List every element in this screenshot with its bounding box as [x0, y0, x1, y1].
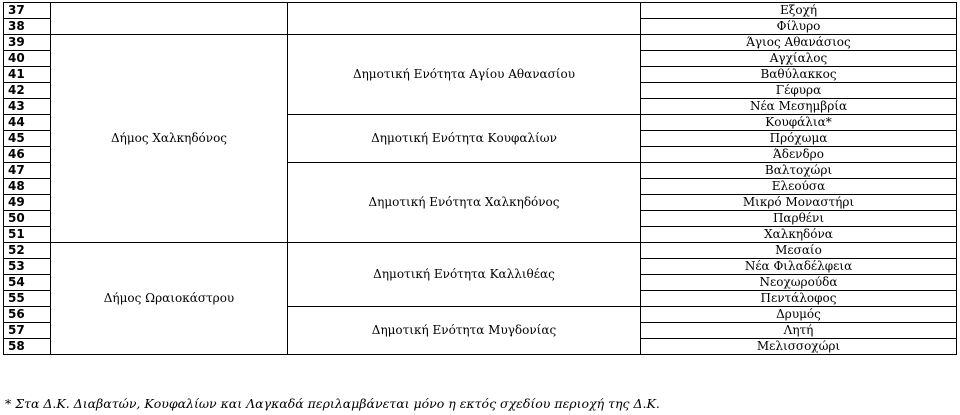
- row-number: 41: [4, 67, 51, 83]
- community-cell: Γέφυρα: [641, 83, 957, 99]
- row-number: 42: [4, 83, 51, 99]
- unit-cell-empty: [288, 3, 641, 35]
- community-cell: Χαλκηδόνα: [641, 227, 957, 243]
- row-number: 45: [4, 131, 51, 147]
- community-cell: Πρόχωμα: [641, 131, 957, 147]
- municipality-cell-empty: [51, 3, 288, 35]
- row-number: 48: [4, 179, 51, 195]
- footnote: * Στα Δ.Κ. Διαβατών, Κουφαλίων και Λαγκαδά περιλαμβάνεται μόνο η εκτός σχεδίου περιοχή της Δ.Κ.: [5, 396, 660, 411]
- community-cell: Μελισσοχώρι: [641, 339, 957, 355]
- table-row: [4, 35, 957, 51]
- row-number: 47: [4, 163, 51, 179]
- row-number: 38: [4, 19, 51, 35]
- community-cell: Νέα Μεσημβρία: [641, 99, 957, 115]
- row-number: 57: [4, 323, 51, 339]
- community-cell: Παρθένι: [641, 211, 957, 227]
- community-cell: Νέα Φιλαδέλφεια: [641, 259, 957, 275]
- row-number: 37: [4, 3, 51, 19]
- row-number: 52: [4, 243, 51, 259]
- community-cell: Κουφάλια*: [641, 115, 957, 131]
- community-cell: Πεντάλοφος: [641, 291, 957, 307]
- row-number: 51: [4, 227, 51, 243]
- community-cell: Νεοχωρούδα: [641, 275, 957, 291]
- community-cell: Βαλτοχώρι: [641, 163, 957, 179]
- row-number: 46: [4, 147, 51, 163]
- unit-cell: Δημοτική Ενότητα Χαλκηδόνος: [288, 163, 641, 243]
- unit-cell: Δημοτική Ενότητα Καλλιθέας: [288, 243, 641, 307]
- community-cell: Άγιος Αθανάσιος: [641, 35, 957, 51]
- community-cell: Μεσαίο: [641, 243, 957, 259]
- row-number: 56: [4, 307, 51, 323]
- row-number: 43: [4, 99, 51, 115]
- row-number: 40: [4, 51, 51, 67]
- row-number: 49: [4, 195, 51, 211]
- row-number: 44: [4, 115, 51, 131]
- municipality-cell: Δήμος Χαλκηδόνος: [51, 35, 288, 243]
- unit-cell: Δημοτική Ενότητα Αγίου Αθανασίου: [288, 35, 641, 115]
- community-cell: Άδενδρο: [641, 147, 957, 163]
- table-row: [4, 3, 957, 19]
- row-number: 53: [4, 259, 51, 275]
- community-cell: Ελεούσα: [641, 179, 957, 195]
- community-cell: Μικρό Μοναστήρι: [641, 195, 957, 211]
- community-cell: Φίλυρο: [641, 19, 957, 35]
- community-cell: Λητή: [641, 323, 957, 339]
- row-number: 54: [4, 275, 51, 291]
- community-cell: Δρυμός: [641, 307, 957, 323]
- unit-cell: Δημοτική Ενότητα Κουφαλίων: [288, 115, 641, 163]
- communities-table: [3, 2, 957, 355]
- row-number: 50: [4, 211, 51, 227]
- community-cell: Βαθύλακκος: [641, 67, 957, 83]
- row-number: 39: [4, 35, 51, 51]
- row-number: 58: [4, 339, 51, 355]
- community-cell: Αγχίαλος: [641, 51, 957, 67]
- row-number: 55: [4, 291, 51, 307]
- municipality-cell: Δήμος Ωραιοκάστρου: [51, 243, 288, 355]
- table-row: [4, 243, 957, 259]
- community-cell: Εξοχή: [641, 3, 957, 19]
- unit-cell: Δημοτική Ενότητα Μυγδονίας: [288, 307, 641, 355]
